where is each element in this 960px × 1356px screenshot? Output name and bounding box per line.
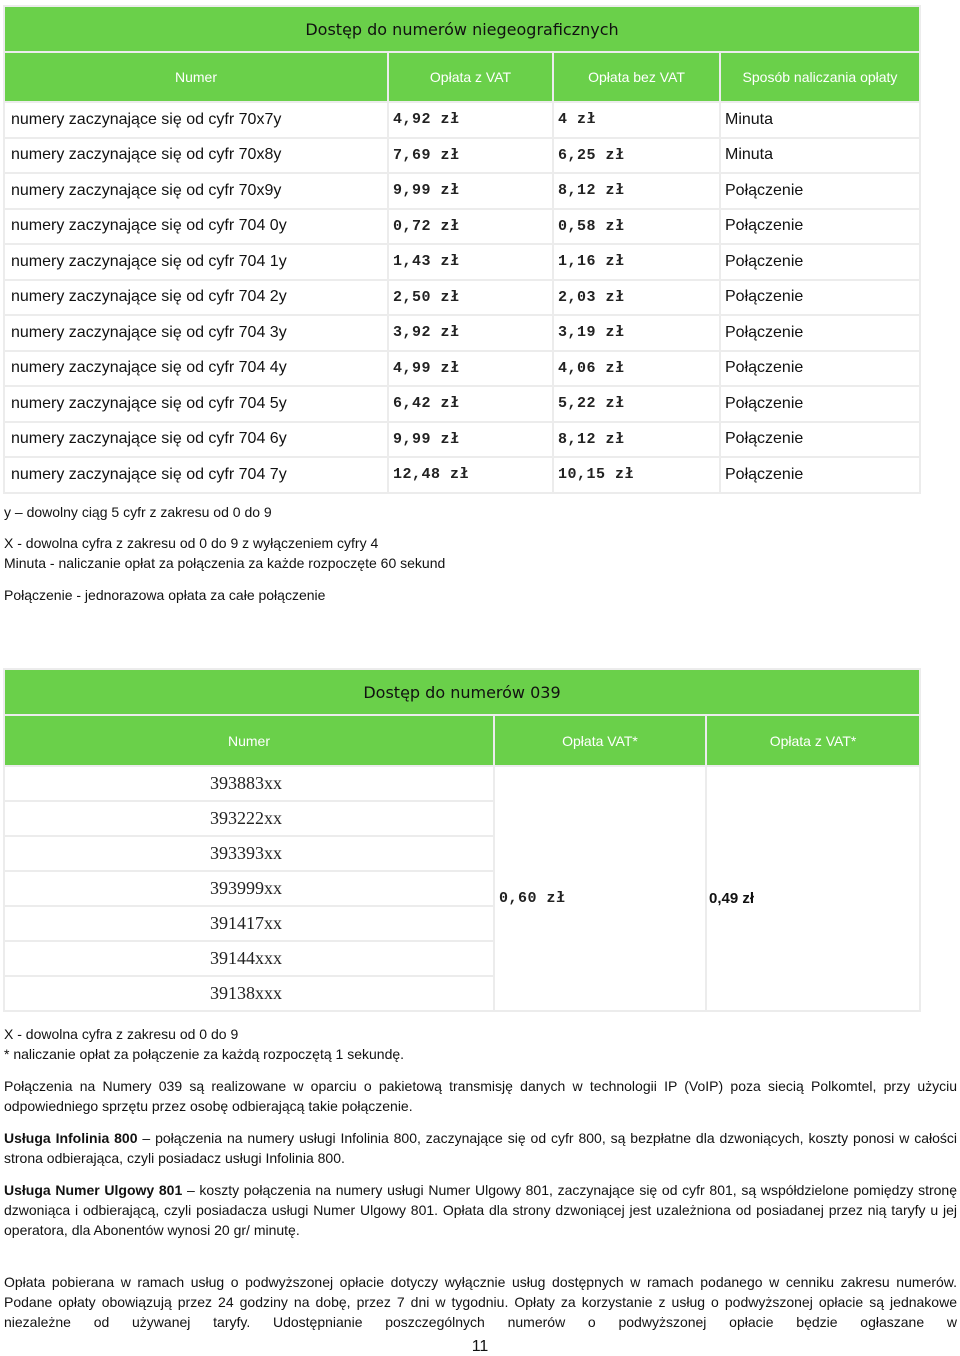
number-cell: 391417xx bbox=[4, 906, 494, 941]
price-with-vat-cell: 6,42 zł bbox=[388, 386, 553, 422]
number-cell: 39144xxx bbox=[4, 941, 494, 976]
header-numer: Numer bbox=[4, 52, 388, 102]
price-vat2-cell: 0,49 zł bbox=[706, 766, 920, 1011]
table-row bbox=[4, 422, 920, 458]
ulgowy-text: – koszty połączenia na numery usługi Numer Ulgowy 801, zaczynające się od cyfr 801, są współdzielone pomiędzy stronę dzwoniąca i odbierającą, czyli posiadacza usługi Numer Ulgowy 801. Opłata dla strony dzwoniącej jest uzależniona od posiadanej przez nią taryfy u jej operatora, dla Abonentów wynosi 20 gr/ minutę. bbox=[4, 1182, 958, 1238]
table-row bbox=[4, 386, 920, 422]
price-without-vat-cell: 4 zł bbox=[553, 102, 720, 138]
number-range-cell: numery zaczynające się od cyfr 704 0y bbox=[4, 209, 388, 245]
ulgowy-label: Usługa Numer Ulgowy 801 bbox=[4, 1182, 183, 1198]
price-with-vat-cell: 2,50 zł bbox=[388, 280, 553, 316]
billing-method-cell: Połączenie bbox=[720, 244, 920, 280]
number-range-cell: numery zaczynające się od cyfr 704 6y bbox=[4, 422, 388, 458]
price-without-vat-cell: 3,19 zł bbox=[553, 315, 720, 351]
number-cell: 393883xx bbox=[4, 766, 494, 801]
infolinia-label: Usługa Infolinia 800 bbox=[4, 1130, 138, 1146]
price-with-vat-cell: 7,69 zł bbox=[388, 138, 553, 174]
number-range-cell: numery zaczynające się od cyfr 704 4y bbox=[4, 351, 388, 387]
non-geographic-table bbox=[3, 5, 921, 494]
price-without-vat-cell: 6,25 zł bbox=[553, 138, 720, 174]
price-without-vat-cell: 10,15 zł bbox=[553, 457, 720, 493]
billing-method-cell: Połączenie bbox=[720, 422, 920, 458]
table-row bbox=[4, 138, 920, 174]
number-range-cell: numery zaczynające się od cyfr 704 1y bbox=[4, 244, 388, 280]
table-row bbox=[4, 315, 920, 351]
numbers-039-table bbox=[3, 668, 921, 1012]
header-sposob: Sposób naliczania opłaty bbox=[720, 52, 920, 102]
number-range-cell: numery zaczynające się od cyfr 704 2y bbox=[4, 280, 388, 316]
price-with-vat-cell: 1,43 zł bbox=[388, 244, 553, 280]
billing-method-cell: Połączenie bbox=[720, 280, 920, 316]
infolinia-paragraph bbox=[4, 1128, 957, 1168]
price-without-vat-cell: 8,12 zł bbox=[553, 173, 720, 209]
price-with-vat-cell: 9,99 zł bbox=[388, 422, 553, 458]
table-row bbox=[4, 244, 920, 280]
billing-method-cell: Minuta bbox=[720, 138, 920, 174]
billing-method-cell: Minuta bbox=[720, 102, 920, 138]
infolinia-text: – połączenia na numery usługi Infolinia 800, zaczynające się od cyfr 800, są bezpłatne dla dzwoniących, koszty ponosi w całości strona odbierająca, czyli posiadacz usługi Infolinia 800. bbox=[4, 1130, 957, 1166]
billing-method-cell: Połączenie bbox=[720, 457, 920, 493]
price-without-vat-cell: 0,58 zł bbox=[553, 209, 720, 245]
note2-star: * naliczanie opłat za połączenie za każdą rozpoczętą 1 sekundę. bbox=[4, 1046, 405, 1062]
table-row bbox=[4, 457, 920, 493]
table-row bbox=[4, 209, 920, 245]
price-with-vat-cell: 9,99 zł bbox=[388, 173, 553, 209]
number-range-cell: numery zaczynające się od cyfr 704 5y bbox=[4, 386, 388, 422]
number-range-cell: numery zaczynające się od cyfr 70x8y bbox=[4, 138, 388, 174]
note-polaczenie: Połączenie - jednorazowa opłata za całe połączenie bbox=[4, 587, 326, 603]
page-number: 11 bbox=[471, 1338, 489, 1355]
billing-method-cell: Połączenie bbox=[720, 351, 920, 387]
number-range-cell: numery zaczynające się od cyfr 70x7y bbox=[4, 102, 388, 138]
billing-method-cell: Połączenie bbox=[720, 386, 920, 422]
price-without-vat-cell: 4,06 zł bbox=[553, 351, 720, 387]
price-without-vat-cell: 5,22 zł bbox=[553, 386, 720, 422]
note-y: y – dowolny ciąg 5 cyfr z zakresu od 0 do 9 bbox=[4, 504, 272, 520]
note-minuta: Minuta - naliczanie opłat za połączenia za każde rozpoczęte 60 sekund bbox=[4, 555, 446, 571]
number-cell: 393393xx bbox=[4, 836, 494, 871]
price-with-vat-cell: 12,48 zł bbox=[388, 457, 553, 493]
voip-paragraph: Połączenia na Numery 039 są realizowane w oparciu o pakietową transmisję danych w technologii IP (VoIP) poza siecią Polkomtel, przy użyciu odpowiedniego sprzętu przez osobę odbierającą takie połączenie. bbox=[4, 1078, 957, 1114]
number-range-cell: numery zaczynające się od cyfr 704 7y bbox=[4, 457, 388, 493]
table1-title: Dostęp do numerów niegeograficznych bbox=[4, 6, 920, 52]
ulgowy-paragraph bbox=[4, 1180, 957, 1240]
price-without-vat-cell: 8,12 zł bbox=[553, 422, 720, 458]
number-range-cell: numery zaczynające się od cyfr 704 3y bbox=[4, 315, 388, 351]
price-with-vat-cell: 3,92 zł bbox=[388, 315, 553, 351]
number-cell: 39138xxx bbox=[4, 976, 494, 1011]
number-cell: 393222xx bbox=[4, 801, 494, 836]
table2-title: Dostęp do numerów 039 bbox=[4, 669, 920, 715]
note2-x: X - dowolna cyfra z zakresu od 0 do 9 bbox=[4, 1026, 239, 1042]
number-range-cell: numery zaczynające się od cyfr 70x9y bbox=[4, 173, 388, 209]
price-with-vat-cell: 4,92 zł bbox=[388, 102, 553, 138]
header-oplata-bez-vat: Opłata bez VAT bbox=[553, 52, 720, 102]
price-without-vat-cell: 2,03 zł bbox=[553, 280, 720, 316]
header-oplata-z-vat-039: Opłata z VAT* bbox=[706, 715, 920, 766]
price-with-vat-cell: 0,72 zł bbox=[388, 209, 553, 245]
table-row bbox=[4, 280, 920, 316]
table-row bbox=[4, 102, 920, 138]
price-without-vat-cell: 1,16 zł bbox=[553, 244, 720, 280]
table-row bbox=[4, 173, 920, 209]
oplata-paragraph: Opłata pobierana w ramach usług o podwyższonej opłacie dotyczy wyłącznie usług dostępnych w ramach podanego w cenniku zakresu numerów. Podane opłaty obowiązują przez 24 godziny na dobę, przez 7 dni w tygodniu. Opłaty za korzystanie z usług o podwyższonej opłacie są jednakowe niezależne od używanej taryfy. Udostępnianie poszczególnych numerów o podwyższonej opłacie będzie ogłaszane w bbox=[4, 1274, 957, 1330]
header-numer-039: Numer bbox=[4, 715, 494, 766]
note-x: X - dowolna cyfra z zakresu od 0 do 9 z wyłączeniem cyfry 4 bbox=[4, 535, 379, 551]
billing-method-cell: Połączenie bbox=[720, 315, 920, 351]
price-with-vat-cell: 4,99 zł bbox=[388, 351, 553, 387]
billing-method-cell: Połączenie bbox=[720, 209, 920, 245]
header-oplata-vat: Opłata VAT* bbox=[494, 715, 706, 766]
table-row bbox=[4, 351, 920, 387]
header-oplata-z-vat: Opłata z VAT bbox=[388, 52, 553, 102]
billing-method-cell: Połączenie bbox=[720, 173, 920, 209]
number-cell: 393999xx bbox=[4, 871, 494, 906]
price-vat-cell: 0,60 zł bbox=[494, 766, 706, 1011]
